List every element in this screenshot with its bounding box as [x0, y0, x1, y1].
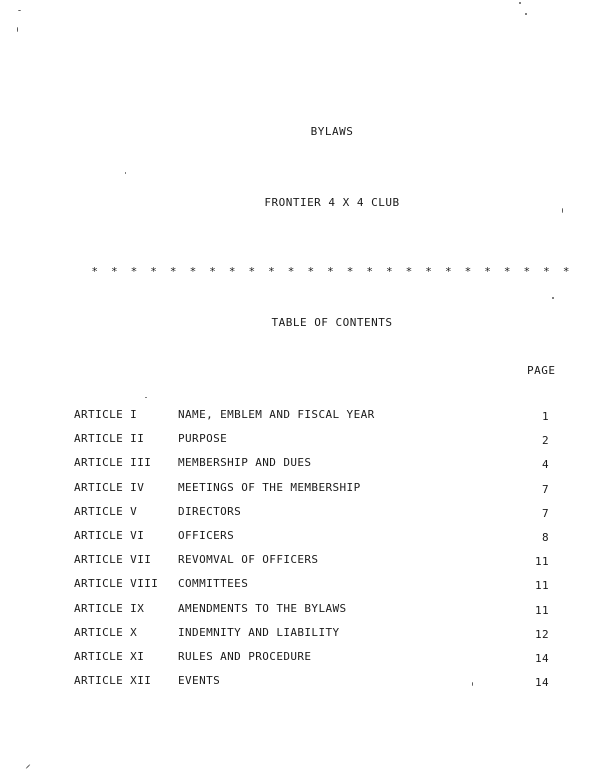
toc-article-title: COMMITTEES: [178, 577, 249, 591]
table-of-contents: [0, 404, 612, 694]
toc-row: [0, 622, 612, 646]
club-name: FRONTIER 4 X 4 CLUB: [264, 196, 400, 209]
toc-row: [0, 525, 612, 549]
toc-page-number: 14: [534, 651, 549, 665]
toc-page-number: 4: [541, 458, 549, 472]
scan-speck: [26, 764, 31, 769]
toc-page-number: 8: [541, 530, 549, 544]
toc-page-number: 7: [541, 482, 549, 496]
toc-article-number: ARTICLE VII: [74, 553, 152, 567]
toc-page-number: 11: [534, 555, 549, 569]
toc-article-number: ARTICLE IX: [74, 601, 145, 615]
toc-article-number: ARTICLE I: [74, 408, 138, 421]
toc-row: [0, 670, 612, 694]
toc-article-title: AMENDMENTS TO THE BYLAWS: [178, 601, 347, 615]
scan-speck: [562, 208, 563, 213]
toc-row: [0, 452, 612, 476]
toc-page-number: 12: [534, 627, 549, 641]
toc-row: [0, 501, 612, 525]
scan-speck: [125, 172, 126, 174]
toc-article-number: ARTICLE VIII: [74, 577, 159, 591]
toc-article-title: DIRECTORS: [178, 504, 242, 518]
toc-row: [0, 598, 612, 622]
toc-article-title: RULES AND PROCEDURE: [178, 649, 312, 663]
toc-page-number: 11: [534, 603, 549, 617]
document-title: BYLAWS: [310, 125, 354, 138]
toc-page-number: 14: [534, 676, 549, 690]
toc-article-number: ARTICLE III: [74, 456, 152, 470]
toc-article-title: REVOMVAL OF OFFICERS: [178, 553, 319, 567]
scan-speck: [525, 13, 527, 15]
toc-article-title: EVENTS: [178, 674, 221, 688]
toc-article-number: ARTICLE IV: [74, 480, 145, 494]
toc-row: [0, 477, 612, 501]
toc-article-title: PURPOSE: [178, 432, 228, 446]
scan-speck: [145, 397, 147, 398]
toc-article-number: ARTICLE XI: [74, 649, 145, 663]
toc-article-title: MEETINGS OF THE MEMBERSHIP: [178, 480, 361, 494]
scan-speck: [519, 2, 521, 4]
toc-article-title: NAME, EMBLEM AND FISCAL YEAR: [178, 408, 375, 421]
scan-speck: [18, 10, 21, 11]
toc-row: [0, 646, 612, 670]
toc-article-number: ARTICLE XII: [74, 674, 152, 688]
toc-page-number: 7: [541, 506, 549, 520]
toc-row: [0, 549, 612, 573]
scan-speck: [17, 27, 18, 32]
toc-heading: TABLE OF CONTENTS: [271, 316, 393, 329]
toc-article-number: ARTICLE II: [74, 432, 145, 446]
toc-row: [0, 573, 612, 597]
toc-article-number: ARTICLE X: [74, 625, 138, 639]
scan-speck: [552, 297, 554, 299]
toc-row: [0, 404, 612, 428]
scan-speck: [472, 682, 473, 686]
toc-page-number: 1: [541, 410, 549, 423]
toc-page-number: 11: [534, 579, 549, 593]
toc-article-number: ARTICLE V: [74, 504, 138, 518]
toc-article-title: OFFICERS: [178, 528, 235, 542]
toc-row: [0, 428, 612, 452]
toc-article-title: INDEMNITY AND LIABILITY: [178, 625, 340, 639]
toc-page-number: 2: [541, 434, 549, 448]
page-column-label: PAGE: [527, 364, 556, 377]
toc-article-number: ARTICLE VI: [74, 528, 145, 542]
toc-article-title: MEMBERSHIP AND DUES: [178, 456, 312, 470]
star-separator: * * * * * * * * * * * * * * * * * * * * * * * * *: [91, 265, 573, 278]
